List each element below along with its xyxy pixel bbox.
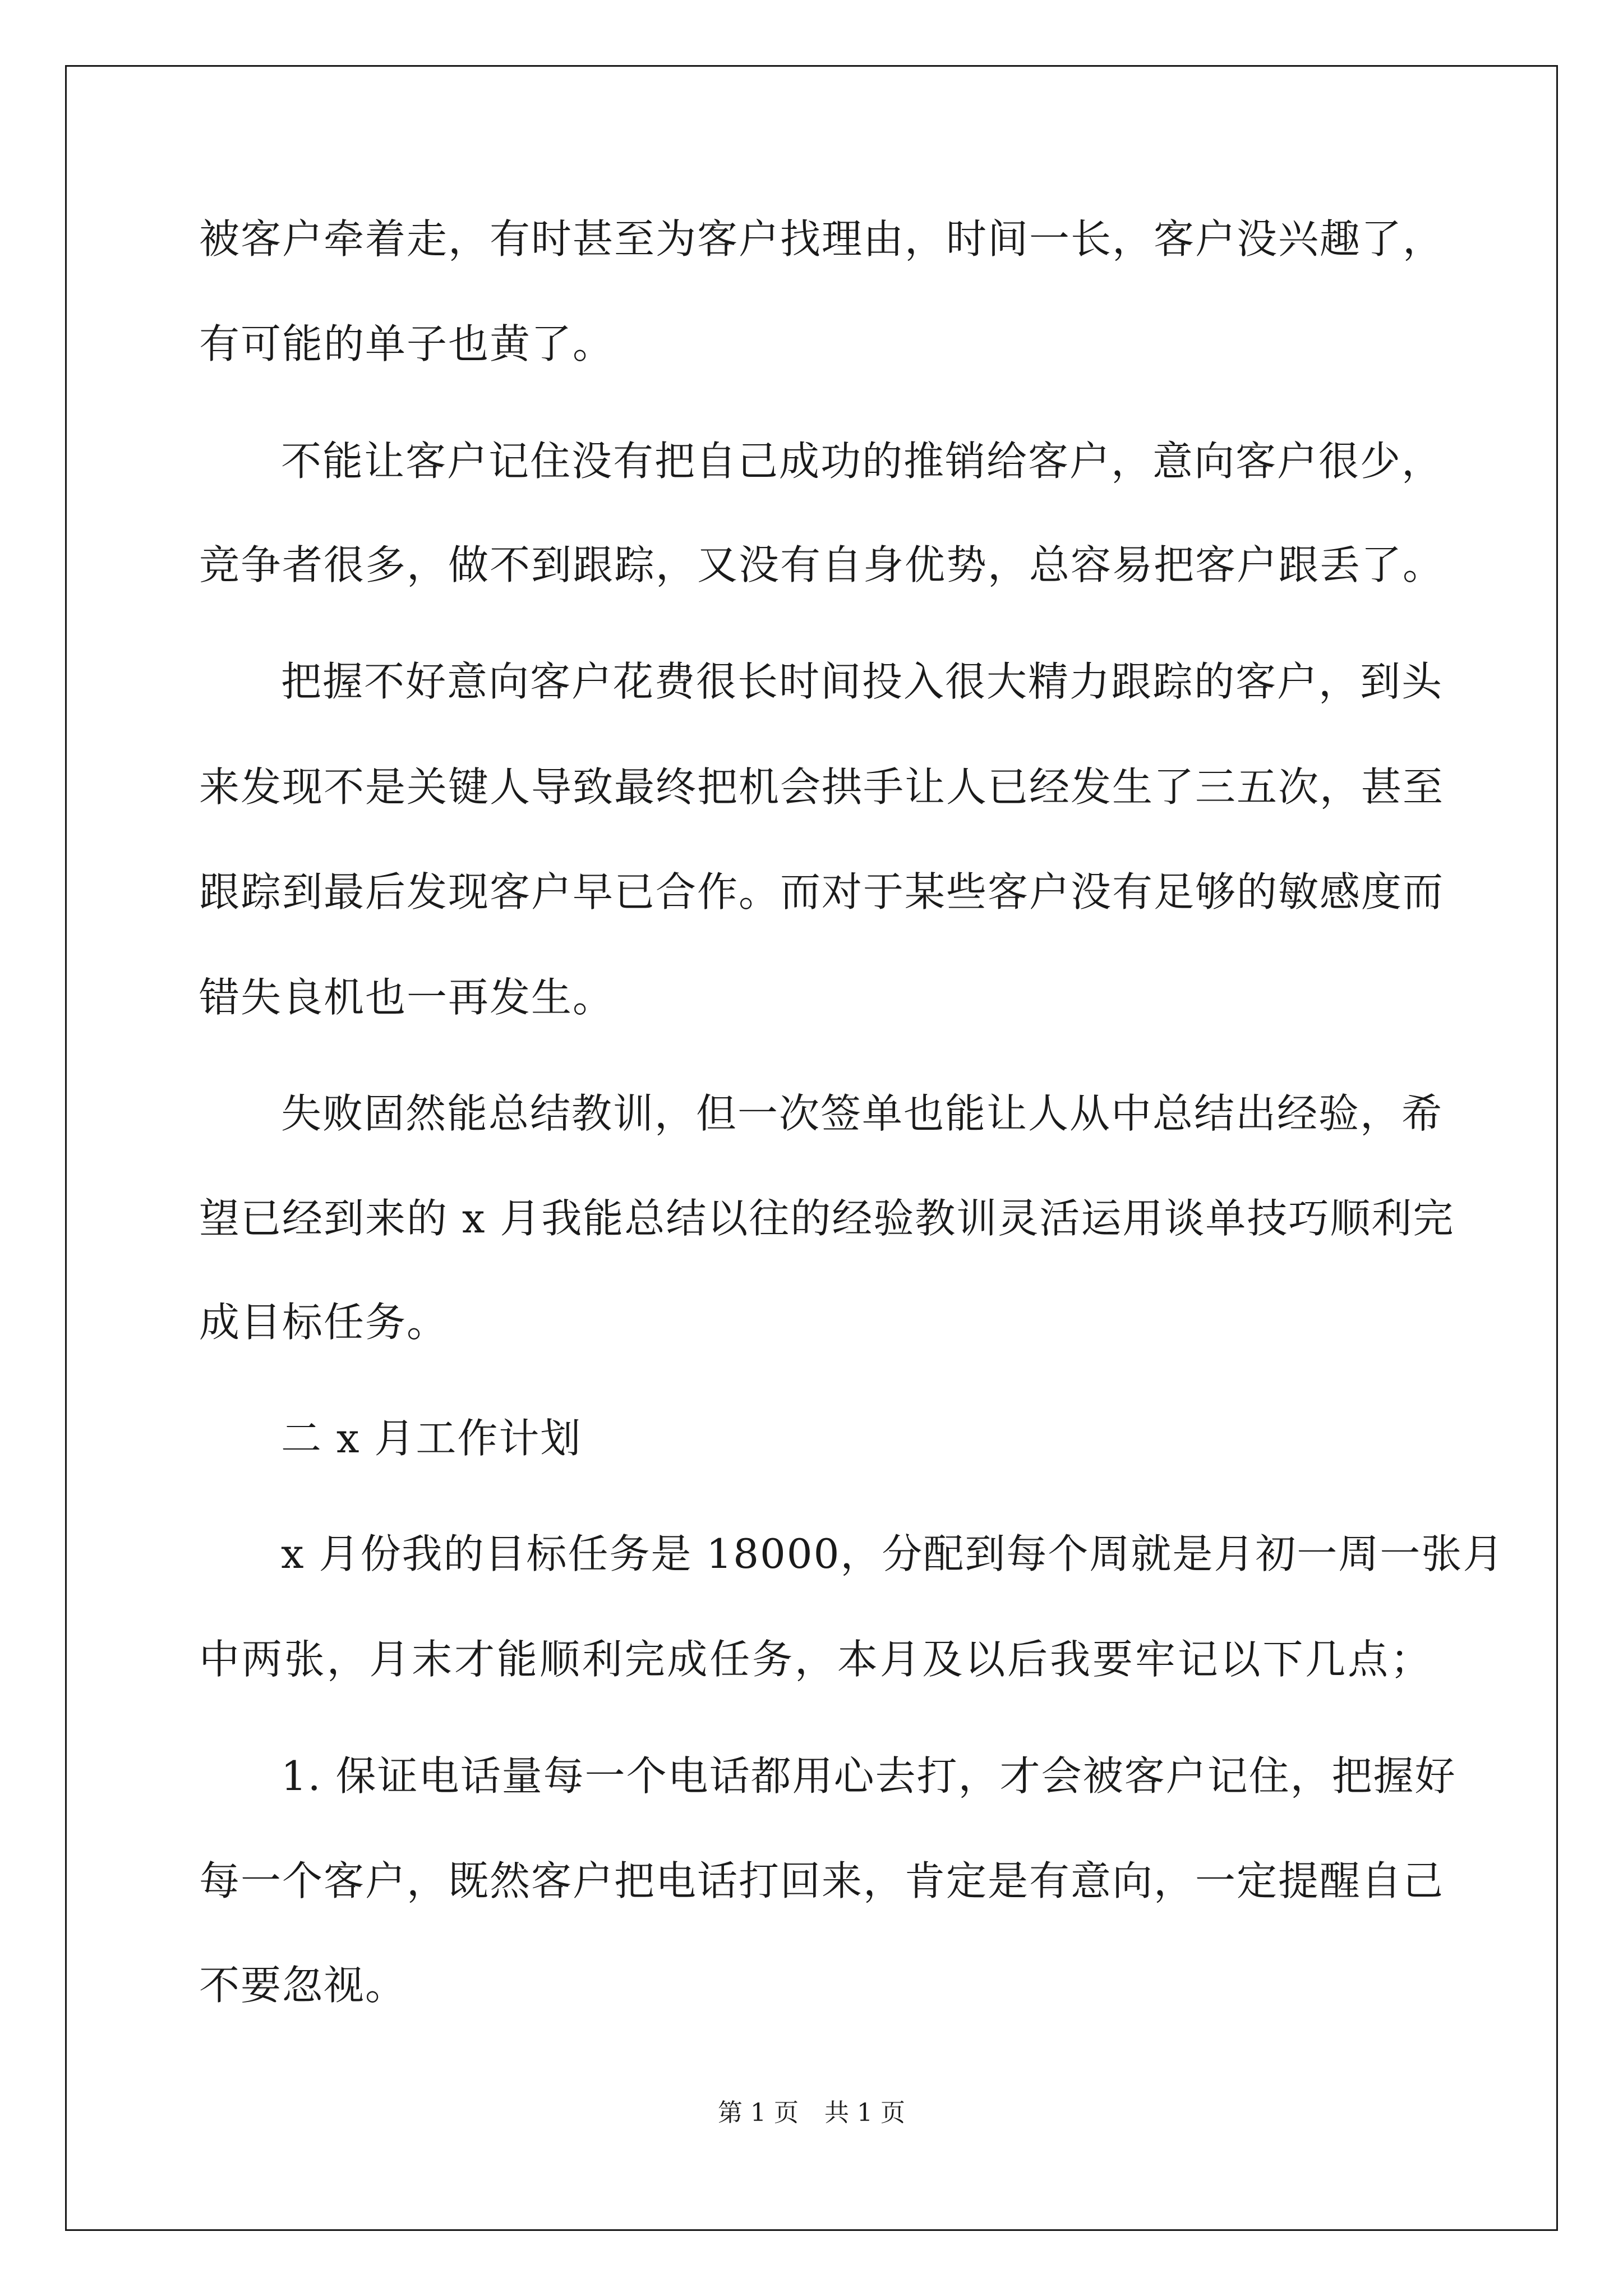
text-line: x 月份我的目标任务是 18000，分配到每个周就是月初一周一张月 bbox=[281, 1530, 1505, 1577]
text-line: 来发现不是关键人导致最终把机会拱手让人已经发生了三五次，甚至 bbox=[199, 763, 1445, 811]
page-footer bbox=[0, 2092, 1623, 2128]
text-line: 不能让客户记住没有把自己成功的推销给客户，意向客户很少， bbox=[281, 438, 1444, 485]
text-line: 成目标任务。 bbox=[199, 1299, 449, 1346]
text-line: 望已经到来的 x 月我能总结以往的经验教训灵活运用谈单技巧顺利完 bbox=[199, 1195, 1455, 1242]
text-line: 每一个客户，既然客户把电话打回来，肯定是有意向，一定提醒自己 bbox=[199, 1857, 1445, 1904]
text-line: 中两张，月末才能顺利完成任务，本月及以后我要牢记以下几点； bbox=[199, 1636, 1432, 1683]
section-heading: 二 x 月工作计划 bbox=[281, 1415, 582, 1462]
text-line: 错失良机也一再发生。 bbox=[199, 974, 615, 1021]
text-line: 被客户牵着走，有时甚至为客户找理由，时间一长，客户没兴趣了， bbox=[199, 215, 1445, 263]
text-line: 竞争者很多，做不到跟踪，又没有自身优势，总容易把客户跟丢了。 bbox=[199, 541, 1445, 588]
text-line: 1. 保证电话量每一个电话都用心去打，才会被客户记住，把握好 bbox=[281, 1752, 1456, 1800]
text-line: 失败固然能总结教训，但一次签单也能让人从中总结出经验，希 bbox=[281, 1090, 1444, 1137]
text-line: 不要忽视。 bbox=[199, 1962, 407, 2009]
text-line: 把握不好意向客户花费很长时间投入很大精力跟踪的客户，到头 bbox=[281, 658, 1444, 705]
text-line: 有可能的单子也黄了。 bbox=[199, 320, 615, 367]
page-number: 第 1 页 bbox=[718, 2099, 799, 2127]
text-line: 跟踪到最后发现客户早已合作。而对于某些客户没有足够的敏感度而 bbox=[199, 868, 1445, 915]
page-count: 共 1 页 bbox=[824, 2099, 905, 2127]
